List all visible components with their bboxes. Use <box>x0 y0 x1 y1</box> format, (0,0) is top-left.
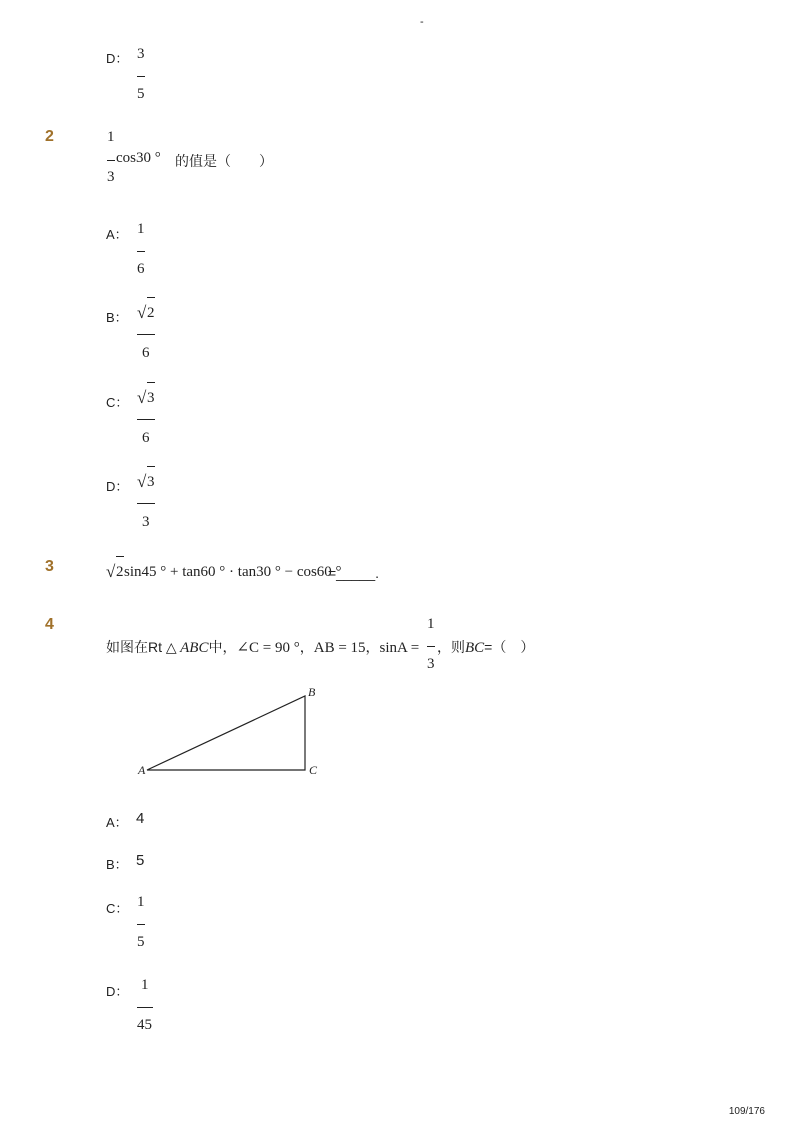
fraction-denominator: 6 <box>142 345 150 361</box>
fraction-numerator: 3 <box>137 46 145 62</box>
option-label[interactable]: C： <box>106 395 129 410</box>
fraction-numerator: 1 <box>141 977 149 993</box>
radical-bar <box>116 556 124 557</box>
vertex-label-b: B <box>308 685 316 699</box>
option-label[interactable]: A： <box>106 227 128 242</box>
question-text-line <box>106 637 419 657</box>
fraction-denominator: 3 <box>427 656 435 672</box>
question-number: 2 <box>45 128 54 145</box>
question-number: 3 <box>45 558 54 575</box>
fraction-numerator: 1 <box>427 616 435 632</box>
sqrt-symbol: √ <box>106 562 116 581</box>
fraction-denominator: 45 <box>137 1017 152 1033</box>
answer-blank[interactable]: =_____. <box>328 565 379 581</box>
option-label[interactable]: B： <box>106 310 128 325</box>
fraction-bar <box>137 924 145 925</box>
side-condition: AB = 15 <box>313 640 366 656</box>
fraction-numerator: 1 <box>137 221 145 237</box>
unknown-side: BC <box>465 640 485 656</box>
separator: ， <box>299 639 314 655</box>
fraction-bar <box>427 646 435 647</box>
question-text: 中， <box>208 639 237 655</box>
page-number: 109/176 <box>728 1106 765 1117</box>
radicand: 3 <box>147 474 155 490</box>
option-label[interactable]: D： <box>106 479 129 494</box>
radical-bar <box>147 466 155 467</box>
fraction-numerator: 1 <box>137 894 145 910</box>
fraction-bar <box>137 251 145 252</box>
option-label[interactable]: D： <box>106 51 129 66</box>
sqrt-symbol: √ <box>137 303 147 322</box>
fraction-bar <box>137 419 155 420</box>
vertex-label-a: A <box>138 763 146 777</box>
header-dash: - <box>420 16 424 28</box>
fraction-bar <box>137 503 155 504</box>
separator: ， <box>365 639 380 655</box>
math-expression: sin45 ° + tan60 ° · tan30 ° − cos60 ° <box>124 564 342 580</box>
sqrt-symbol: √ <box>137 388 147 407</box>
fraction-denominator: 3 <box>107 169 115 185</box>
triangle-shape <box>147 696 305 770</box>
question-text: 的值是（ ） <box>175 153 273 169</box>
question-text-line-end <box>437 637 534 657</box>
fraction-bar <box>137 1007 153 1008</box>
option-value: 4 <box>136 810 145 827</box>
fraction-numerator: 1 <box>107 129 115 145</box>
question-text: 如图在Rt △ <box>106 639 177 655</box>
radical-bar <box>147 382 155 383</box>
sin-condition: sinA = <box>379 640 420 656</box>
fraction-bar <box>137 76 145 77</box>
fraction-denominator: 3 <box>142 514 150 530</box>
fraction-bar <box>137 334 155 335</box>
option-label[interactable]: B： <box>106 857 128 872</box>
option-label[interactable]: A： <box>106 815 128 830</box>
triangle-name: ABC <box>176 640 209 656</box>
radicand: 3 <box>147 390 155 406</box>
question-number: 4 <box>45 616 54 633</box>
fraction-denominator: 6 <box>142 430 150 446</box>
option-label[interactable]: D： <box>106 984 129 999</box>
radical-bar <box>147 297 155 298</box>
vertex-label-c: C <box>309 763 318 777</box>
angle-condition: ∠C = 90 ° <box>236 640 300 656</box>
sqrt-symbol: √ <box>137 472 147 491</box>
question-text: =（ ） <box>484 639 535 655</box>
fraction-denominator: 5 <box>137 934 145 950</box>
option-label[interactable]: C： <box>106 901 129 916</box>
triangle-figure <box>130 680 330 785</box>
radicand: 2 <box>147 305 155 321</box>
option-value: 5 <box>136 852 145 869</box>
math-expression: cos30 ° <box>116 150 161 166</box>
fraction-bar <box>107 160 115 161</box>
fraction-denominator: 5 <box>137 86 145 102</box>
radicand: 2 <box>116 564 124 580</box>
question-text: ，则 <box>437 639 465 655</box>
fraction-denominator: 6 <box>137 261 145 277</box>
